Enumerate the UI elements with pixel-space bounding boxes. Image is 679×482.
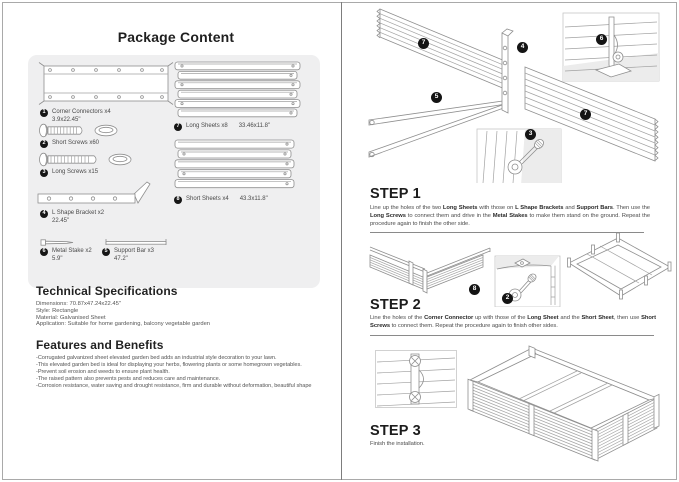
- item-number-badge: 5: [102, 248, 110, 256]
- item-number-badge: 1: [40, 109, 48, 117]
- item-name: Long Sheets x8: [186, 123, 228, 129]
- diagram-badge-long-sheet-right: 7: [580, 109, 591, 120]
- spec-line: Style: Rectangle: [36, 307, 79, 314]
- list-item-metal-stake: [40, 248, 92, 263]
- feature-line: -This elevated garden bed is ideal for displaying your herbs, flowering plants or some homegrown vegetables.: [36, 362, 302, 368]
- feature-line: -The raised pattern also prevents pests and reduces care and maintenance.: [36, 376, 221, 382]
- step2-assembly-illustration: [365, 233, 675, 307]
- long-screw-icon: [38, 152, 148, 167]
- list-item-corner-connectors: [40, 109, 111, 124]
- step3-heading: STEP 3: [370, 423, 421, 439]
- item-number-badge: 7: [174, 123, 182, 131]
- diagram-badge-long-sheet: 7: [418, 38, 429, 49]
- spec-line: Material: Galvanised Sheet: [36, 314, 106, 321]
- step3-description: Finish the installation.: [370, 441, 425, 447]
- features-list: [36, 355, 311, 390]
- long-sheets-icon: [174, 61, 302, 119]
- item-number-badge: 2: [40, 140, 48, 148]
- step2-description: Line the holes of the Corner Connector up with those of the Long Sheet and the Short Sheet, then use Short Screws to connect them. Repeat the procedure again to finish other sides.: [370, 315, 656, 329]
- item-name: L Shape Bracket x2: [52, 210, 105, 216]
- item-size: 22.45": [52, 217, 70, 224]
- diagram-badge-support-bar: 5: [431, 92, 442, 103]
- item-size: 33.46x11.8": [238, 123, 271, 129]
- diagram-badge-l-bracket: 4: [517, 42, 528, 53]
- item-number-badge: 8: [174, 196, 182, 204]
- step2-heading: STEP 2: [370, 297, 421, 313]
- feature-line: -Corrugated galvanized sheet elevated garden bed adds an industrial style decoration to your lawn.: [36, 355, 277, 361]
- item-name: Long Screws x15: [52, 169, 99, 175]
- item-size: 47.2": [114, 255, 128, 262]
- item-size: 3.9x22.45": [52, 116, 81, 123]
- step3-connector-detail-illustration: [375, 350, 457, 408]
- item-name: Short Sheets x4: [186, 196, 229, 202]
- item-number-badge: 3: [40, 169, 48, 177]
- spec-line: Dimensions: 70.87x47.24x22.45": [36, 301, 121, 307]
- center-divider: [341, 2, 342, 480]
- l-shape-bracket-icon: [36, 181, 156, 208]
- item-name: Short Screws x60: [52, 140, 100, 146]
- item-name: Corner Connectors x4: [52, 109, 111, 115]
- step1-assembly-illustration: [365, 3, 675, 183]
- list-item-short-sheets: [174, 196, 268, 204]
- item-size: 5.9": [52, 255, 63, 262]
- features-heading: Features and Benefits: [36, 338, 164, 352]
- short-screw-icon: [38, 123, 133, 138]
- step-divider: [370, 335, 654, 336]
- item-number-badge: 6: [40, 248, 48, 256]
- list-item-short-screws: [40, 140, 99, 148]
- diagram-badge-metal-stake: 6: [596, 34, 607, 45]
- feature-line: -Prevent soil erosion and weeds to ensure plant health.: [36, 369, 170, 375]
- package-content-panel: [28, 55, 320, 288]
- metal-stake-icon: [40, 238, 74, 247]
- corner-connector-icon: [38, 61, 174, 107]
- diagram-badge-long-screw: 3: [525, 129, 536, 140]
- item-number-badge: 4: [40, 210, 48, 218]
- list-item-support-bar: [102, 248, 154, 263]
- step1-description: Line up the holes of the two Long Sheets with those on L Shape Brackets and Support Bars. Then use the Long Screws to connect them and drive in the Metal Stakes to make them stand on the ground. Repeat the procedure again to finish the other side.: [370, 205, 650, 227]
- feature-line: -Corrosion resistance, water saving and drought resistance, firm and durable without deformation, beautiful shape: [36, 383, 312, 389]
- list-item-long-screws: [40, 169, 98, 177]
- technical-specifications-list: [36, 301, 210, 328]
- list-item-long-sheets: [174, 123, 270, 131]
- step3-finished-bed-illustration: [455, 338, 673, 468]
- spec-line: Application: Suitable for home gardening, balcony vegetable garden: [36, 321, 211, 328]
- diagram-badge-short-screw: 2: [502, 293, 513, 304]
- step1-heading: STEP 1: [370, 186, 421, 202]
- diagram-badge-short-sheet: 8: [469, 284, 480, 295]
- technical-specifications-heading: Technical Specifications: [36, 284, 178, 298]
- list-item-l-shape-bracket: [40, 210, 104, 225]
- page-title: Package Content: [117, 29, 235, 45]
- item-name: Metal Stake x2: [52, 248, 92, 254]
- item-name: Support Bar x3: [114, 248, 155, 254]
- item-size: 43.3x11.8": [239, 196, 268, 202]
- short-sheets-icon: [174, 139, 296, 192]
- support-bar-icon: [104, 238, 168, 247]
